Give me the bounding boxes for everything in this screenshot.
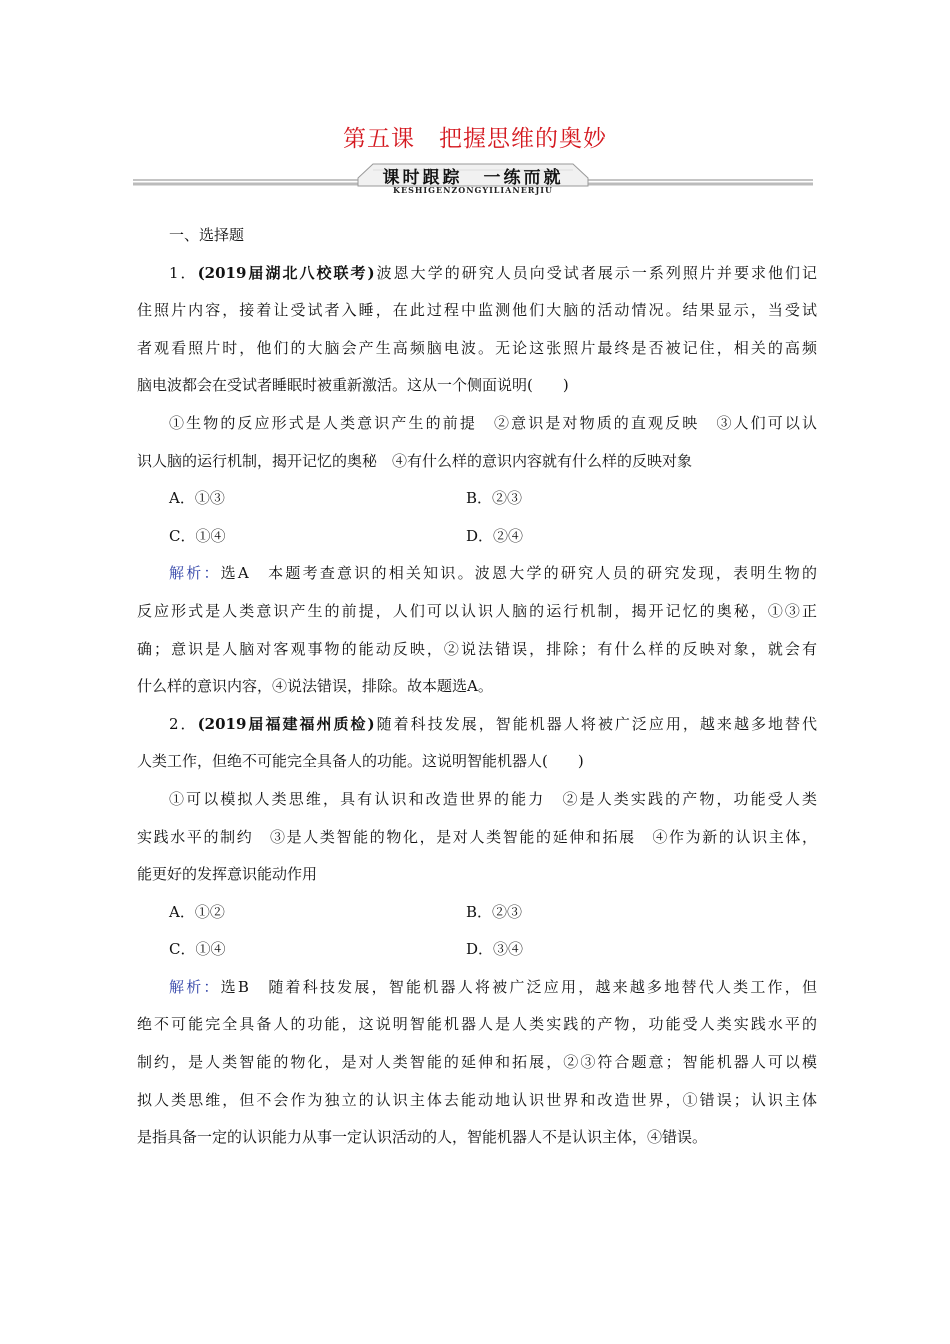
analysis-line: 拟人类思维，但不会作为独立的认识主体去能动地认识世界和改造世界，①错误；认识主体: [137, 1090, 817, 1109]
question-line: 人类工作，但绝不可能完全具备人的功能。这说明智能机器人( ): [137, 752, 584, 771]
question-source: (2019届福建福州质检): [197, 714, 375, 733]
question-number: 2．: [169, 714, 198, 733]
analysis-line: 确；意识是人脑对客观事物的能动反映，②说法错误，排除；有什么样的反映对象，就会有: [137, 639, 817, 658]
analysis-line: 反应形式是人类意识产生的前提，人们可以认识人脑的运行机制，揭开记忆的奥秘，①③正: [137, 601, 817, 620]
option-c: C．①④: [169, 940, 226, 959]
question-2: [137, 706, 817, 1157]
statement-line: 实践水平的制约 ③是人类智能的物化，是对人类智能的延伸和拓展 ④作为新的认识主体，: [137, 827, 817, 846]
analysis-line: 是指具备一定的认识能力从事一定认识活动的人，智能机器人不是认识主体，④错误。: [137, 1128, 708, 1147]
question-source: (2019届湖北八校联考): [197, 263, 375, 282]
analysis-line: [137, 969, 817, 1007]
question-line: 住照片内容，接着让受试者入睡，在此过程中监测他们大脑的活动情况。结果显示，当受试: [137, 301, 817, 320]
analysis-text: 选B 随着科技发展，智能机器人将被广泛应用，越来越多地替代人类工作，但: [220, 977, 817, 996]
question-1: [137, 255, 817, 706]
analysis-line: [137, 555, 817, 593]
option-b: B．②③: [466, 489, 523, 508]
option-a: A．①②: [169, 902, 225, 921]
question-line: [137, 706, 817, 744]
option-b: B．②③: [466, 902, 523, 921]
content: [137, 217, 817, 1157]
option-row: [137, 931, 817, 969]
question-number: 1．: [169, 263, 198, 282]
option-row: [137, 480, 817, 518]
banner-subtitle: KESHIGENZONGYILIANERJIU: [393, 185, 553, 195]
banner-left-text: 课时跟踪: [382, 168, 463, 188]
question-text: 波恩大学的研究人员向受试者展示一系列照片并要求他们记: [374, 263, 817, 282]
analysis-text: 选A 本题考查意识的相关知识。波恩大学的研究人员的研究发现，表明生物的: [220, 564, 817, 583]
option-row: [137, 518, 817, 556]
statement-line: ①可以模拟人类思维，具有认识和改造世界的能力 ②是人类实践的产物，功能受人类: [169, 789, 817, 808]
analysis-line: 制约，是人类智能的物化，是对人类智能的延伸和拓展，②③符合题意；智能机器人可以模: [137, 1053, 817, 1072]
analysis-line: 绝不可能完全具备人的功能，这说明智能机器人是人类实践的产物，功能受人类实践水平的: [137, 1015, 817, 1034]
banner-right-text: 一练而就: [483, 168, 564, 188]
analysis-line: 什么样的意识内容，④说法错误，排除。故本题选A。: [137, 677, 493, 696]
question-line: 脑电波都会在受试者睡眠时被重新激活。这从一个侧面说明( ): [137, 376, 569, 395]
question-text: 随着科技发展，智能机器人将被广泛应用，越来越多地替代: [374, 714, 817, 733]
statement-line: 能更好的发挥意识能动作用: [137, 865, 318, 884]
section-heading: 一、选择题: [169, 226, 245, 244]
option-row: [137, 894, 817, 932]
page-title: 第五课 把握思维的奥妙: [343, 126, 607, 152]
option-a: A．①③: [169, 489, 225, 508]
statement-line: 识人脑的运行机制，揭开记忆的奥秘 ④有什么样的意识内容就有什么样的反映对象: [137, 451, 693, 470]
analysis-label: 解析：: [169, 977, 221, 996]
analysis-label: 解析：: [169, 564, 221, 583]
option-d: D．③④: [466, 940, 524, 959]
option-d: D．②④: [466, 526, 524, 545]
section-banner: [133, 160, 813, 202]
question-line: [137, 255, 817, 293]
statement-line: ①生物的反应形式是人类意识产生的前提 ②意识是对物质的直观反映 ③人们可以认: [169, 413, 817, 432]
option-c: C．①④: [169, 526, 226, 545]
question-line: 者观看照片时，他们的大脑会产生高频脑电波。无论这张照片最终是否被记住，相关的高频: [137, 338, 817, 357]
